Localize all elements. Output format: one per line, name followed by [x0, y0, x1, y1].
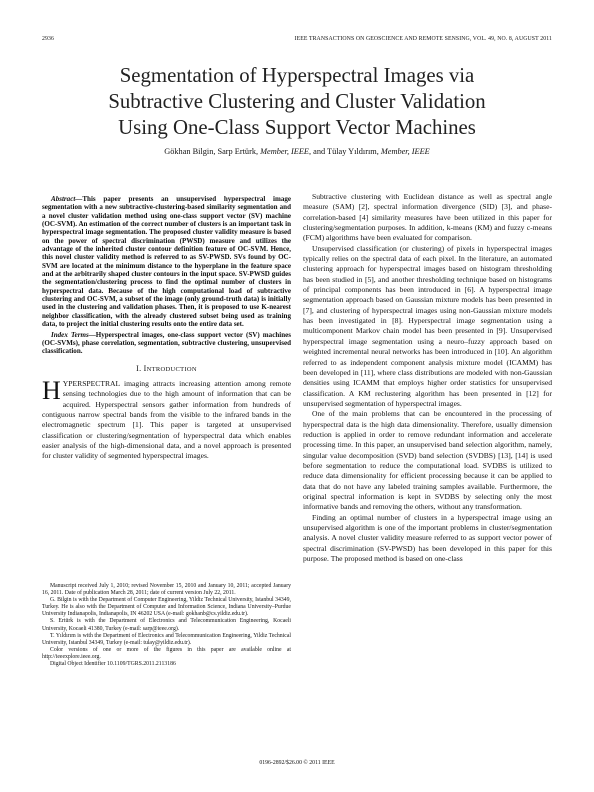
index-terms-label: Index Terms—	[51, 330, 96, 339]
footnote-manuscript: Manuscript received July 1, 2010; revised November 15, 2010 and January 10, 2011; accepted January 16, 2011. Date of publication March 28, 2011; date of current version July 22, 2011.	[42, 583, 291, 597]
footnote-yildirim: T. Yıldırım is with the Department of Electronics and Telecommunication Engineering, Yildiz Technical University, Istanbul 34349, Turkey (e-mail: tulay@yildiz.edu.tr).	[42, 632, 291, 646]
author-role-1: Member, IEEE	[260, 147, 309, 156]
journal-header: IEEE TRANSACTIONS ON GEOSCIENCE AND REMOTE SENSING, VOL. 49, NO. 8, AUGUST 2011	[294, 36, 552, 42]
right-column	[303, 192, 552, 564]
section-title-rest: NTRODUCTION	[146, 365, 197, 373]
section-number: I.	[136, 363, 144, 373]
footnote-doi: Digital Object Identifier 10.1109/TGRS.2011.2113186	[50, 661, 176, 668]
abstract	[42, 195, 291, 329]
left-column	[42, 195, 291, 462]
section-title-initial: I	[143, 363, 147, 373]
abstract-label: Abstract—	[51, 195, 83, 203]
title-line-2: Subtractive Clustering and Cluster Validation	[108, 89, 486, 113]
footnotes	[42, 579, 291, 668]
footnote-color: Color versions of one or more of the figures in this paper are available online at http://ieeexplore.ieee.org.	[42, 646, 291, 660]
paragraph-dimensionality: One of the main problems that can be encountered in the processing of hyperspectral data is the high data dimensionality. Therefore, usually dimension reduction is applied in order to remove redundant information and accelerate processing time. In this paper, an unsupervised band selection algorithm, namely, singular value decomposition (SVD) band selection (SVDBS) [13], [14] is used before segmentation to reduce the computational load. SVDBS is utilized to reduce data dimensionality for efficient processing because it can be applied to data that do not have any labeled training samples available. Furthermore, the original spectral information is kept in SVDBS by selecting only the most informative bands and removing the others, without any transformation.	[303, 409, 552, 512]
intro-paragraph	[42, 375, 291, 462]
copyright-footer: 0196-2892/$26.00 © 2011 IEEE	[259, 760, 335, 766]
paper-title	[42, 63, 552, 140]
author-line	[42, 147, 552, 156]
title-line-1: Segmentation of Hyperspectral Images via	[119, 64, 475, 87]
drop-cap: H	[42, 375, 61, 405]
index-terms	[42, 331, 291, 356]
author-names-1: Gökhan Bilgin, Sarp Ertürk,	[164, 147, 261, 156]
paragraph-cluster-validity: Finding an optimal number of clusters in a hyperspectral image using an unsupervised algorithm is one of the important problems in cluster/segmentation analysis. A novel cluster validity measure referred to as support vector power of spectral discrimination (SV-PWSD) has been developed in this paper for this purpose. The proposed method is based on one-class	[303, 512, 552, 564]
author-role-2: Member, IEEE	[380, 147, 430, 156]
author-names-2: , and Tülay Yıldırım,	[308, 147, 381, 156]
index-terms-text: Hyperspectral images, one-class support vector (SV) machines (OC-SVMs), phase correlation, segmentation, subtractive clustering, unsupervised classification.	[42, 330, 291, 356]
intro-text: YPERSPECTRAL imaging attracts increasing attention among remote sensing technologies due to the high amount of information that can be acquired. Hyperspectral sensors gather information from hundreds of contiguous narrow spectral bands from the visible to the infrared bands in the electromagnetic spectrum [1]. This paper is targeted at unsupervised classification or clustering/segmentation of hyperspectral data which enables easier analysis of the high-dimensional data, and a novel approach is presented for cluster validity of segmented hyperspectral images.	[42, 378, 291, 461]
page-number: 2936	[42, 36, 54, 42]
footnote-erturk: S. Ertürk is with the Department of Electronics and Telecommunication Engineering, Kocaeli University, Kocaeli 41380, Turkey (e-mail: sarp@ieee.org).	[42, 618, 291, 632]
title-line-3: Using One-Class Support Vector Machines	[118, 115, 476, 139]
paragraph-literature: Unsupervised classification (or clustering) of pixels in hyperspectral images typically relies on the spectral data of each pixel. In the literature, an automated clustering approach for hyperspectral images based on histogram thresholding has been studied in [5], and another thresholding technique based on histograms of principal components has been introduced in [6]. A hyperspectral image segmentation approach based on Gaussian mixture models has been presented in [7], and clustering of hyperspectral images using non-Gaussian mixture models has been investigated in [8]. Hyperspectral image segmentation using a multicomponent Markov chain model has been presented in [9]. Unsupervised hyperspectral image segmentation using a neuro–fuzzy approach based on weighted incremental neural networks has been introduced in [10]. An algorithm referred to as independent component analysis mixture model (ICAMM) has been developed in [11], where class distributions are modeled with non-Gaussian densities using ICAMM that employs higher order statistics for unsupervised classification. A KM reclustering algorithm has been presented in [12] for unsupervised segmentation of hyperspectral images.	[303, 243, 552, 408]
section-heading-introduction	[42, 364, 291, 375]
footnote-bilgin: G. Bilgin is with the Department of Computer Engineering, Yildiz Technical University, Istanbul 34349, Turkey. He is also with the Department of Computer and Information Science, Indiana University–Purdue University Indianapolis, Indianapolis, IN 46202 USA (e-mail: gokhanb@cs.yildiz.edu.tr).	[42, 597, 291, 618]
abstract-text: This paper presents an unsupervised hyperspectral image segmentation with a new subtractive-clustering-based similarity segmentation and a novel cluster validation method using one-class support vector (SV) machine (OC-SVM). An estimation of the correct number of clusters is an important task in hyperspectral image segmentation. The proposed cluster validity measure is based on the power of spectral discrimination (PWSD) measure and utilizes the advantage of the inherited cluster contour definition feature of OC-SVM. Hence, this novel cluster validity method is referred to as SV-PWSD. SVs found by OC-SVM are located at the minimum distance to the hyperplane in the feature space and at the arbitrarily shaped cluster contours in the input space. SV-PWSD guides the segmentation/clustering process to find the optimal number of clusters in hyperspectral data. Because of the high computational load of subtractive clustering and OC-SVM, a subset of the image (only ground-truth data) is initially used in the clustering and validation phases. Then, it is proposed to use K-nearest neighbor classification, with the already clustered subset being used as training data, to project the initial clustering results onto the entire data set.	[42, 195, 291, 329]
paragraph-clustering: Subtractive clustering with Euclidean distance as well as spectral angle measure (SAM) [2], spectral information divergence (SID) [3], and phase-correlation-based [4] similarity measures have been utilized in this paper for clustering/segmentation purposes. In addition, k-means (KM) and fuzzy c-means (FCM) algorithms have been evaluated for comparison.	[303, 192, 552, 243]
